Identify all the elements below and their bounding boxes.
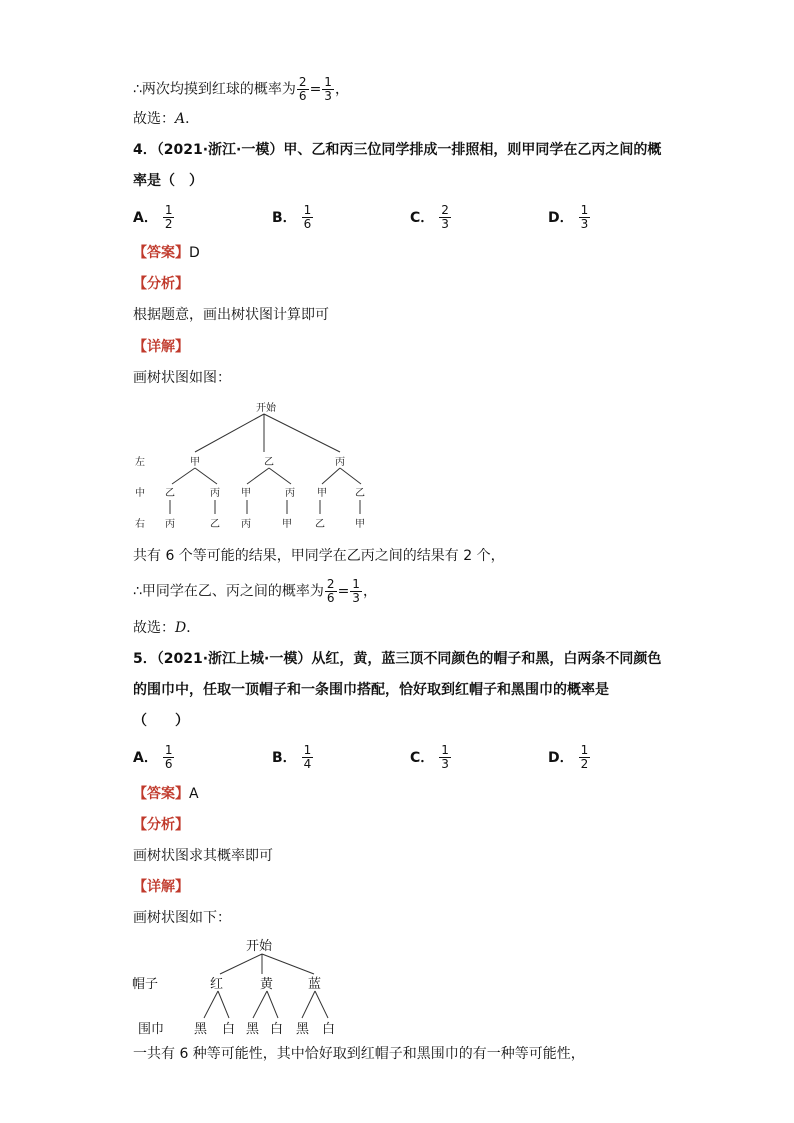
choose-line-3: 故选：A． <box>133 111 200 127</box>
tree-node: 乙 <box>355 488 365 499</box>
tree-node: 黑 <box>296 1022 310 1037</box>
tree-node: 甲 <box>190 457 200 468</box>
q4-stem-line2: 率是（ ） <box>133 173 203 189</box>
tree-node: 丙 <box>335 457 345 468</box>
tree-root: 开始 <box>256 403 276 414</box>
q5-option-b[interactable]: B． $\frac{1}{4}$ <box>272 743 312 771</box>
prob-line-1 <box>133 76 349 103</box>
tree-node: 丙 <box>241 519 251 530</box>
fraction: $\frac{2}{6}$ <box>298 75 307 103</box>
q5-analysis: 画树状图求其概率即可 <box>133 848 273 864</box>
row-label-middle: 中 <box>135 488 145 499</box>
row-label-left: 左 <box>135 457 145 468</box>
q5-option-c[interactable]: C． $\frac{1}{3}$ <box>410 743 449 771</box>
row-label-right: 右 <box>135 519 145 530</box>
fraction: $\frac{1}{3}$ <box>324 75 332 103</box>
q5-tree-diagram <box>128 934 358 1040</box>
q5-analysis-tag: 【分析】 <box>133 817 189 833</box>
q4-result: 共有 6 个等可能的结果，甲同学在乙丙之间的结果有 2 个， <box>133 548 505 564</box>
q5-stem-line2: 的围巾中，任取一顶帽子和一条围巾搭配，恰好取到红帽子和黑围巾的概率是 <box>133 682 609 698</box>
tree-node: 黑 <box>246 1022 260 1037</box>
tree-node: 乙 <box>315 519 325 530</box>
q5-stem-line3: （ ） <box>133 713 189 729</box>
tree-node: 丙 <box>285 488 295 499</box>
tree-node: 红 <box>210 977 224 992</box>
q5-last-line: 一共有 6 种等可能性，其中恰好取到红帽子和黑围巾的有一种等可能性， <box>133 1046 585 1062</box>
q5-answer: 【答案】A <box>133 786 199 802</box>
q4-tree-diagram <box>125 396 385 534</box>
tree-node: 丙 <box>165 519 175 530</box>
q4-detail-tag: 【详解】 <box>133 339 189 355</box>
q5-option-d[interactable]: D． $\frac{1}{2}$ <box>548 743 589 771</box>
tree-node: 甲 <box>355 519 365 530</box>
tree-node: 甲 <box>241 488 251 499</box>
q5-stem-line1: 5．（2021·浙江上城·一模）从红，黄，蓝三顶不同颜色的帽子和黑，白两条不同颜色 <box>133 651 662 667</box>
q4-choose: 故选：D． <box>133 620 201 636</box>
tree-node: 甲 <box>282 519 292 530</box>
tree-node: 黄 <box>260 977 274 992</box>
q5-detail-tag: 【详解】 <box>133 879 189 895</box>
tree-node: 甲 <box>317 488 327 499</box>
tree-node: 白 <box>270 1022 284 1037</box>
q4-answer: 【答案】D <box>133 245 200 261</box>
q4-probability: ∴甲同学在乙、丙之间的概率为 $\frac{2}{6}$ = $\frac{1}{3}$ ， <box>133 577 377 605</box>
q4-option-b[interactable]: B． $\frac{1}{6}$ <box>272 203 312 231</box>
q4-detail: 画树状图如图： <box>133 370 231 386</box>
q4-analysis: 根据题意，画出树状图计算即可 <box>133 307 329 323</box>
tree-node: 丙 <box>210 488 220 499</box>
tree-node: 乙 <box>165 488 175 499</box>
text: ， <box>334 81 349 98</box>
q5-option-a[interactable]: A． $\frac{1}{6}$ <box>133 743 173 771</box>
q4-option-d[interactable]: D． $\frac{1}{3}$ <box>548 203 589 231</box>
q4-stem-line1: 4．（2021·浙江·一模）甲、乙和丙三位同学排成一排照相，则甲同学在乙丙之间的概 <box>133 142 662 158</box>
q4-option-c[interactable]: C． $\frac{2}{3}$ <box>410 203 449 231</box>
tree-node: 白 <box>222 1022 236 1037</box>
tree-root: 开始 <box>246 939 273 954</box>
q4-option-a[interactable]: A． $\frac{1}{2}$ <box>133 203 173 231</box>
q5-detail: 画树状图如下： <box>133 910 231 926</box>
tree-node: 白 <box>322 1022 336 1037</box>
tree-node: 黑 <box>194 1022 208 1037</box>
tree-node: 乙 <box>210 519 220 530</box>
tree-node: 乙 <box>264 457 274 468</box>
q4-analysis-tag: 【分析】 <box>133 276 189 292</box>
equals: = <box>309 81 322 98</box>
tree-node: 蓝 <box>308 977 322 992</box>
row-label-scarf: 围巾 <box>138 1022 165 1037</box>
text: ∴两次均摸到红球的概率为 <box>133 81 296 98</box>
row-label-hat: 帽子 <box>132 977 159 992</box>
